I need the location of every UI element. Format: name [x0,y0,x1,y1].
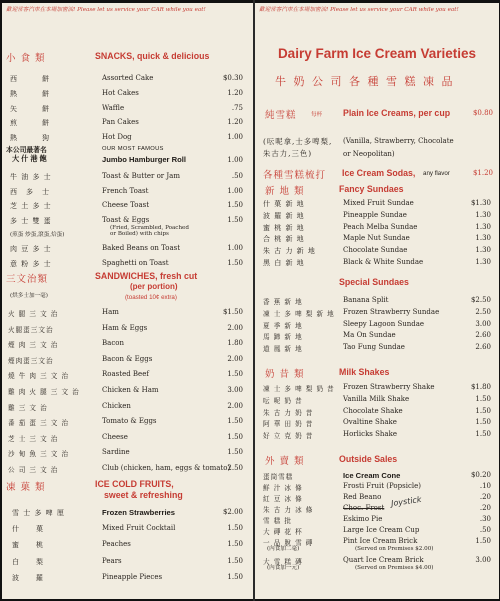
item-name: Bacon & Eggs [102,354,153,363]
sandwich-toast-note: (toasted 10¢ extra) [125,294,177,301]
item-name: Tao Fung Sundae [343,343,405,352]
item-price: 1.00 [227,133,243,142]
item-cn-name: 意 粉 多 士 [10,260,52,268]
item-cn-name: 火 腿 三 文 治 [8,310,59,318]
item-name: Toast & Eggs [102,215,150,224]
item-name: Baked Beans on Toast [102,244,181,253]
item-cn-name: 蛋筒雪糕 [263,473,294,481]
item-price: 1.00 [227,244,243,253]
item-cn-name: 熱 餅 [10,89,50,98]
item-name: Eskimo Pie [343,515,383,523]
item-sub-note: (Fried, Scrambled, Poached [110,224,189,231]
item-cn-name: 白 梨 [12,557,44,566]
famous-cn1: 本公司最著名 [6,147,47,154]
item-name: Peaches [102,540,131,549]
item-cn-name: 煙肉蛋三文治 [8,356,54,365]
item-price: 1.50 [227,370,243,379]
item-price: 1.50 [475,430,491,439]
item-price: .30 [479,515,491,523]
item-name: Sardine [102,448,130,457]
item-cn-name: 夏 季 新 地 [263,321,303,330]
item-cn-name: 大 雪 糕 磚 [263,558,303,566]
item-name: Tomato & Eggs [102,417,157,426]
left-menu-page [2,3,253,599]
item-cn-name: 蜜 桃 新 地 [263,223,305,232]
item-name: Chicken & Ham [102,386,159,394]
item-price: 1.50 [227,556,243,565]
outside-heading: Outside Sales [339,454,398,464]
item-cn-sub-note: (內食加一元) [267,565,300,571]
item-price: 2.00 [227,354,243,363]
item-cn-name: 阿 華 田 奶 昔 [263,420,314,429]
item-cn-name: 朱 古 力 奶 昔 [263,408,314,417]
item-name: Maple Nut Sundae [343,234,410,243]
item-cn-name: 矢 餅 [10,104,50,113]
snacks-heading: SNACKS, quick & delicious [95,51,210,61]
item-cn-name: 熱 狗 [10,134,50,143]
item-price: 3.00 [475,319,491,328]
soda-price: $1.20 [472,169,493,177]
item-cn-name: 煙 肉 三 文 治 [8,341,59,350]
item-price: 1.50 [227,417,243,426]
item-price: .75 [231,103,243,112]
item-name: Banana Split [343,296,389,304]
item-price: 1.30 [475,222,491,231]
famous-cn2: 大 什 港 飽 [12,154,47,163]
item-price: .50 [479,526,491,534]
item-name: Vanilla Milk Shake [343,394,410,403]
left-banner: 歡迎常客汽車在本場加密油! Please let us service your CAR while you eat! [6,7,206,13]
item-price: 1.00 [227,186,243,195]
item-name: Frozen Strawberry Shake [343,383,435,391]
item-name: Spaghetti on Toast [102,259,169,267]
sandwich-cn-note: (烘多士加一毫) [10,293,48,299]
item-cn-name: 雪 糕 批 [263,517,292,525]
item-cn-sub-note: (煎蛋 炒蛋,滾蛋,烚蛋) [10,231,65,238]
item-cn-name: 什 菓 新 地 [263,200,305,208]
item-cn-name: 牛 油 多 士 [10,173,52,181]
right-banner: 歡迎常客汽車在本場加密油! Please let us service your CAR while you eat! [259,7,459,13]
item-price: 1.50 [227,215,243,224]
item-price: 1.50 [475,394,491,403]
item-name: Pineapple Sundae [343,210,407,219]
item-cn-name: 好 立 克 奶 昔 [263,432,314,441]
item-cn-name: 凍 士 多 啤 梨 新 地 [263,309,335,318]
item-price: $0.30 [222,74,243,82]
item-name: Pan Cakes [102,118,139,127]
item-name: Quart Ice Cream Brick [343,556,424,564]
item-cn-name: 番 茄 蛋 三 文 治 [8,419,70,428]
famous-en2: Jumbo Hamburger Roll [102,155,186,164]
item-cn-name: 多 士 雙 蛋 [10,216,52,225]
item-name: Ice Cream Cone [343,471,401,480]
item-price: 1.20 [227,118,243,127]
shakes-cn: 奶 昔 類 [265,369,305,380]
special-heading: Special Sundaes [339,277,409,287]
item-name: Ham & Eggs [102,323,148,332]
famous-en1: OUR MOST FAMOUS [102,146,164,152]
item-price: .20 [479,493,491,501]
item-name: Hot Dog [102,133,132,142]
outside-cn: 外 賣 類 [265,456,305,467]
item-name: Ma On Sundae [343,331,396,340]
item-price: 1.50 [475,418,491,427]
item-price: 1.50 [475,537,491,545]
plain-en2: or Neopolitan) [343,150,395,158]
plain-cn-note1: (呍呢拿,士多啤梨, [263,137,333,146]
item-price: .10 [479,482,491,490]
handwritten-note: Joystick [390,494,423,509]
item-name: Ham [102,308,119,316]
item-cn-name: 黑 白 新 地 [263,259,305,267]
item-cn-name: 馬 蹄 新 地 [263,333,303,342]
sandwich-portion: (per portion) [130,282,178,291]
item-name: Mixed Fruit Sundae [343,199,414,207]
item-sub-note: (Served on Premises $4.00) [355,565,434,571]
item-name: Assorted Cake [102,74,154,82]
plain-heading: Plain Ice Creams, per cup [343,108,451,118]
plain-cn-small: 每杯 [311,112,323,118]
item-name: Bacon [102,339,124,348]
item-price: .20 [479,504,491,512]
item-name: Waffle [102,103,125,112]
item-name: Pint Ice Cream Brick [343,537,418,545]
item-name: French Toast [102,186,149,195]
famous-price: 1.00 [227,156,243,164]
item-cn-name: 蜜 桃 [12,541,44,550]
item-price: 1.50 [475,406,491,415]
item-price: 1.50 [227,572,243,581]
item-cn-name: 大 磚 花 杯 [263,528,303,536]
item-name: Cheese Toast [102,201,150,210]
item-price: 1.50 [227,201,243,210]
item-price: $1.30 [470,199,491,207]
item-cn-name: 西 餅 [10,75,50,83]
item-price: 1.30 [475,234,491,243]
item-price: 1.30 [475,246,491,255]
item-name: Chicken [102,401,131,410]
item-price: 2.00 [227,323,243,332]
shakes-heading: Milk Shakes [339,367,390,377]
item-price: 1.20 [227,88,243,97]
item-price: 2.60 [475,343,491,352]
item-name: Club (chicken, ham, eggs & tomato) [102,464,231,472]
item-sub-note: (Served on Premises $2.00) [355,546,434,552]
item-name: Large Ice Cream Cup [343,526,420,534]
item-cn-name: 芝 土 多 士 [10,202,52,211]
snacks-cn-heading: 小 食 類 [6,53,46,64]
soda-cn: 各種雪糕梳打 [263,170,327,181]
item-cn-name: 一 品 脫 雪 磚 [263,539,314,547]
item-price: $2.50 [470,296,491,304]
item-price: 2.60 [475,331,491,340]
plain-cn: 純雪糕 [265,110,297,121]
item-cn-name: 鮮 汁 冰 條 [263,484,303,492]
soda-heading: Ice Cream Sodas, [342,168,416,178]
item-cn-name: 雞 三 文 治 [8,403,48,412]
item-price: 1.50 [227,448,243,457]
soda-flavor: any flavor [423,170,450,177]
item-price: 1.80 [227,339,243,348]
fruits-cn-heading: 凍 菓 類 [6,482,46,493]
item-price: 1.50 [227,432,243,441]
fruits-subheading: sweet & refreshing [104,490,183,500]
item-cn-name: 煎 餅 [10,119,50,128]
item-cn-name: 波 羅 [12,573,44,582]
sandwich-heading: SANDWICHES, fresh cut [95,271,198,281]
right-menu-page [255,3,499,599]
item-price: 1.50 [227,259,243,267]
item-name: Chocolate Shake [343,406,403,415]
item-cn-name: 沙 甸 魚 三 文 治 [8,450,70,459]
item-name: Ovaltine Shake [343,418,397,427]
item-cn-name: 凍 士 多 啤 梨 奶 昔 [263,385,335,393]
item-price: $1.50 [222,308,243,316]
fancy-cn: 新 地 類 [265,186,305,197]
item-price: 2.50 [475,307,491,316]
item-cn-name: 紅 豆 冰 條 [263,495,303,503]
item-cn-name: 朱 古 力 新 地 [263,247,316,256]
item-name: Frosti Fruit (Popsicle) [343,482,421,490]
item-name: Sleepy Lagoon Sundae [343,319,425,328]
item-name: Roasted Beef [102,370,149,379]
item-name: Frozen Strawberries [102,508,176,517]
item-cn-name: 火腿蛋三文治 [8,325,54,334]
item-price: 2.00 [227,401,243,410]
item-cn-name: 西 多 士 [10,187,50,196]
item-name: Toast & Butter or Jam [102,172,180,180]
item-name: Choc. Frost [343,504,385,512]
item-name: Pineapple Pieces [102,572,163,581]
item-name: Pears [102,556,122,565]
item-price: .50 [231,172,243,180]
item-price: 1.30 [475,258,491,266]
item-cn-name: 什 菓 [12,525,44,534]
menu-title: Dairy Farm Ice Cream Varieties [277,46,477,61]
item-cn-name: 朱 古 力 冰 條 [263,506,314,514]
sandwich-cn-heading: 三文治類 [6,274,49,285]
item-name: Frozen Strawberry Sundae [343,307,440,316]
item-cn-name: 肉 豆 多 士 [10,245,52,254]
item-name: Black & White Sundae [343,258,424,266]
item-name: Red Beano [343,493,382,501]
item-cn-name: 芝 士 三 文 治 [8,434,59,443]
item-name: Hot Cakes [102,88,139,97]
item-name: Peach Melba Sundae [343,222,418,231]
item-name: Mixed Fruit Cocktail [102,524,176,533]
item-name: Horlicks Shake [343,430,397,439]
item-cn-name: 波 羅 新 地 [263,211,305,220]
item-price: $1.80 [470,383,491,391]
item-price: 3.00 [227,386,243,394]
plain-price: $0.80 [472,109,493,117]
item-cn-name: 雪 士 多 啤 厘 [12,509,65,517]
plain-cn-note2: 朱古力,三色) [263,149,313,158]
item-price: 1.50 [227,524,243,533]
item-name: Cheese [102,432,128,441]
menu-cn-title: 牛 奶 公 司 各 種 雪 糕 凍 品 [275,75,455,88]
item-price: 1.30 [475,210,491,219]
item-cn-name: 香 蕉 新 地 [263,298,303,306]
item-cn-name: 道 鳳 新 地 [263,345,303,354]
item-cn-name: 呍 呢 奶 昔 [263,396,303,405]
item-cn-name: 燒 牛 肉 三 文 治 [8,372,70,381]
item-price: 2.50 [227,464,243,472]
item-cn-name: 合 桃 新 地 [263,235,305,244]
item-cn-sub-note: (內食加二毫) [267,546,300,552]
fruits-heading: ICE COLD FRUITS, [95,479,174,489]
item-name: Chocolate Sundae [343,246,408,255]
item-cn-name: 雞 肉 火 腿 三 文 治 [8,388,80,396]
item-price: 1.50 [227,540,243,549]
item-cn-name: 公 司 三 文 治 [8,466,59,474]
item-price: $2.00 [222,508,243,516]
item-sub-note: or Boiled) with chips [110,231,169,238]
plain-en1: (Vanilla, Strawberry, Chocolate [343,137,454,145]
item-price: 3.00 [475,556,491,564]
item-price: $0.20 [470,471,491,479]
fancy-heading: Fancy Sundaes [339,184,404,194]
